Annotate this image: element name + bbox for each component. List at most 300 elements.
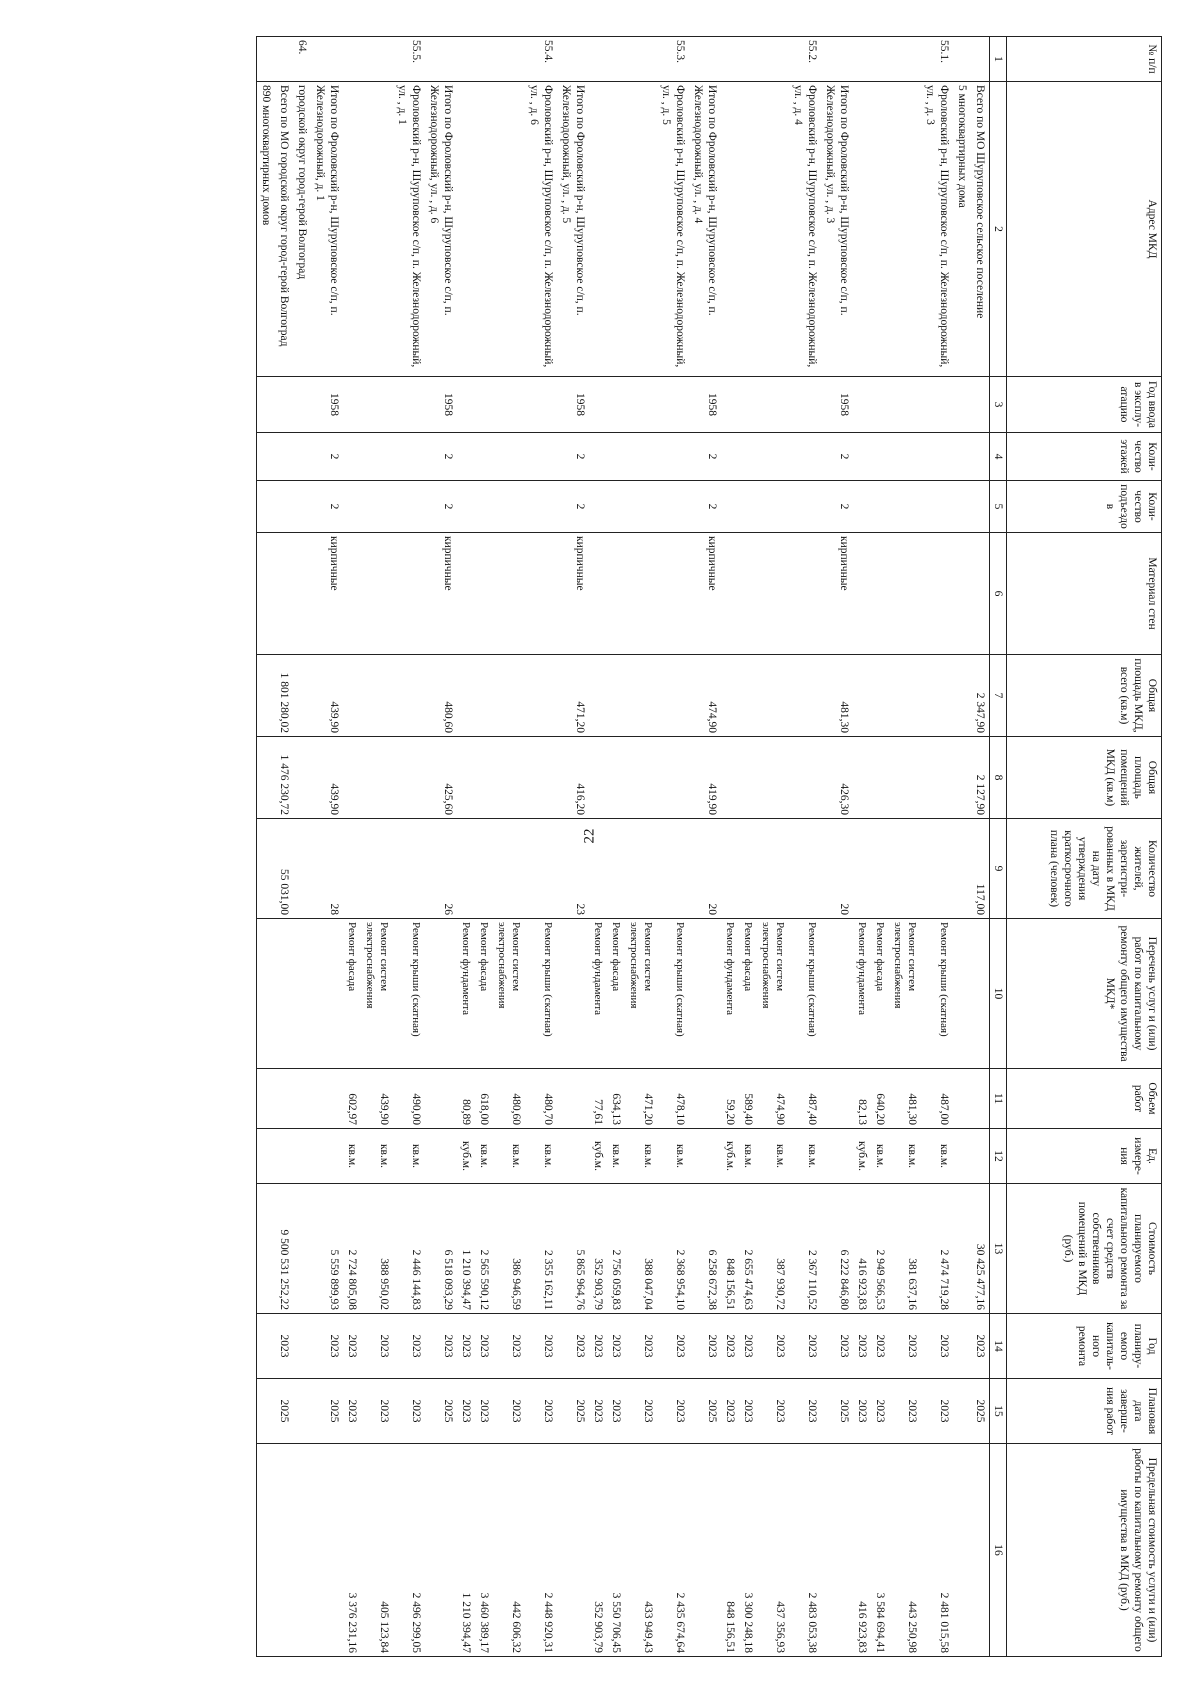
table-cell: Ремонт крыши (скатная) (789, 919, 821, 1069)
table-cell (657, 737, 689, 819)
table-cell: 480,70 (525, 1069, 557, 1129)
table-row (757, 37, 789, 1657)
table-cell (889, 37, 921, 82)
table-cell: 5 865 964,76 (557, 1184, 589, 1314)
table-cell (853, 655, 871, 737)
table-cell (921, 433, 953, 481)
table-cell: 26 (425, 819, 457, 919)
table-cell: кирпичные (821, 533, 853, 655)
table-cell: 352 903,79 (589, 1444, 607, 1657)
table-cell: 117,00 (971, 819, 990, 919)
table-cell: Ремонт крыши (скатная) (393, 919, 425, 1069)
table-row (475, 37, 493, 1657)
table-cell (257, 481, 276, 533)
table-row (739, 37, 757, 1657)
table-cell (953, 1184, 971, 1314)
table-cell (275, 919, 293, 1069)
table-cell: 2 368 954,10 (657, 1184, 689, 1314)
table-row (871, 37, 889, 1657)
table-cell (971, 1069, 990, 1129)
table-cell (475, 377, 493, 433)
table-cell (475, 737, 493, 819)
table-cell (361, 819, 393, 919)
table-cell (953, 433, 971, 481)
column-header: Коли-чество этажей (1007, 433, 1162, 481)
table-cell: Ремонт фасада (343, 919, 361, 1069)
table-cell: 2023 (393, 1379, 425, 1444)
table-cell (361, 481, 393, 533)
table-cell: 1 210 394,47 (457, 1444, 475, 1657)
table-cell: 2023 (475, 1314, 493, 1379)
table-cell (343, 82, 361, 377)
table-cell (953, 533, 971, 655)
table-cell: 2 724 805,08 (343, 1184, 361, 1314)
table-cell (757, 737, 789, 819)
column-header: Год ввода в эксплу-атацию (1007, 377, 1162, 433)
table-cell: 2023 (721, 1314, 739, 1379)
table-cell: 2 (689, 433, 721, 481)
table-cell: 2025 (821, 1379, 853, 1444)
table-cell (921, 481, 953, 533)
table-cell (607, 655, 625, 737)
table-cell: 487,40 (789, 1069, 821, 1129)
table-cell (293, 1184, 311, 1314)
table-cell (953, 919, 971, 1069)
table-cell: Ремонт систем электроснабжения (889, 919, 921, 1069)
table-cell: 439,90 (311, 655, 343, 737)
table-cell (739, 737, 757, 819)
table-cell: 2023 (475, 1379, 493, 1444)
table-cell (293, 919, 311, 1069)
table-cell (757, 533, 789, 655)
table-cell (953, 377, 971, 433)
table-cell: кирпичные (557, 533, 589, 655)
table-cell (393, 737, 425, 819)
table-cell (853, 377, 871, 433)
table-cell: Фроловский р-н, Шуруповское с/п, п. Железнодорожный, ул. , д. 5 (657, 82, 689, 377)
table-cell: 5 559 899,93 (311, 1184, 343, 1314)
table-cell (953, 37, 971, 82)
table-cell: 2 (425, 481, 457, 533)
table-cell (275, 1444, 293, 1657)
table-cell: 2 565 590,12 (475, 1184, 493, 1314)
table-cell (789, 737, 821, 819)
table-cell: 848 156,51 (721, 1184, 739, 1314)
table-cell (493, 377, 525, 433)
column-number-row (990, 37, 1007, 1657)
table-cell (657, 481, 689, 533)
table-cell: 2023 (971, 1314, 990, 1379)
table-cell: 2023 (457, 1314, 475, 1379)
table-cell: 2023 (789, 1379, 821, 1444)
table-cell: Ремонт фасада (739, 919, 757, 1069)
table-cell (871, 481, 889, 533)
table-cell: 20 (821, 819, 853, 919)
table-cell (607, 819, 625, 919)
table-cell (393, 433, 425, 481)
table-cell (343, 819, 361, 919)
table-cell: 2023 (889, 1314, 921, 1379)
table-cell: 2023 (889, 1379, 921, 1444)
table-cell: 82,13 (853, 1069, 871, 1129)
column-header: Плановая дата заверше-ния работ (1007, 1379, 1162, 1444)
table-cell: Итого по Фроловский р-н, Шуруповское с/п, п. Железнодорожный, д. 1 (311, 82, 343, 377)
table-cell (689, 1069, 721, 1129)
table-cell (457, 655, 475, 737)
table-cell (589, 819, 607, 919)
table-cell: 443 250,98 (889, 1444, 921, 1657)
table-cell (889, 819, 921, 919)
table-cell: 2 446 144,83 (393, 1184, 425, 1314)
table-cell (889, 433, 921, 481)
table-cell: кв.м. (625, 1129, 657, 1184)
column-number: 7 (990, 655, 1007, 737)
table-cell (921, 533, 953, 655)
table-cell (739, 377, 757, 433)
column-number: 5 (990, 481, 1007, 533)
table-cell (625, 82, 657, 377)
table-cell: 59,20 (721, 1069, 739, 1129)
table-row (589, 37, 607, 1657)
table-cell (757, 433, 789, 481)
table-cell: 2023 (425, 1314, 457, 1379)
table-cell (475, 655, 493, 737)
table-cell (757, 655, 789, 737)
table-row (457, 37, 475, 1657)
table-cell: 474,90 (689, 655, 721, 737)
table-cell: 602,97 (343, 1069, 361, 1129)
table-cell: 618,00 (475, 1069, 493, 1129)
table-cell (721, 377, 739, 433)
table-cell (607, 481, 625, 533)
column-number: 10 (990, 919, 1007, 1069)
table-cell (361, 377, 393, 433)
table-cell: 2 496 299,05 (393, 1444, 425, 1657)
table-cell: Ремонт фасада (607, 919, 625, 1069)
table-cell (493, 819, 525, 919)
table-cell (971, 1129, 990, 1184)
column-header: Количество жителей, зарегистри-рованных в МКД на дату утверждения краткосрочного плана (человек) (1007, 819, 1162, 919)
table-cell (393, 819, 425, 919)
table-cell: 2023 (921, 1379, 953, 1444)
column-number: 12 (990, 1129, 1007, 1184)
table-cell: куб.м. (853, 1129, 871, 1184)
table-cell (953, 1069, 971, 1129)
table-cell (425, 1444, 457, 1657)
table-cell: 439,90 (311, 737, 343, 819)
table-cell: 3 584 694,41 (871, 1444, 889, 1657)
table-cell (789, 481, 821, 533)
table-cell (557, 1129, 589, 1184)
table-cell (525, 655, 557, 737)
column-header: Год планиру-емого капиталь-ного ремонта (1007, 1314, 1162, 1379)
table-cell (657, 533, 689, 655)
table-cell: 2023 (625, 1314, 657, 1379)
table-row (953, 37, 971, 1657)
column-header: Объем работ (1007, 1069, 1162, 1129)
table-cell (311, 1444, 343, 1657)
table-cell: Ремонт фасада (475, 919, 493, 1069)
table-cell (525, 433, 557, 481)
table-cell: 2023 (493, 1314, 525, 1379)
table-row (607, 37, 625, 1657)
table-cell (257, 1184, 276, 1314)
table-cell: 2 (689, 481, 721, 533)
table-cell: 5 многоквартирных дома (953, 82, 971, 377)
column-number: 8 (990, 737, 1007, 819)
column-header: Общая площадь помещений МКД (кв.м) (1007, 737, 1162, 819)
table-cell: Ремонт фундамента (457, 919, 475, 1069)
table-cell (293, 433, 311, 481)
table-cell (475, 433, 493, 481)
table-cell: 77,61 (589, 1069, 607, 1129)
table-cell (457, 433, 475, 481)
table-cell (257, 433, 276, 481)
table-cell: 55.3. (657, 37, 689, 82)
table-cell: 1958 (689, 377, 721, 433)
table-cell (525, 819, 557, 919)
table-cell: 2 (821, 481, 853, 533)
table-cell: 2023 (311, 1314, 343, 1379)
table-cell (739, 433, 757, 481)
table-cell: 2023 (757, 1314, 789, 1379)
table-cell: 2023 (871, 1314, 889, 1379)
table-cell: 2 (425, 433, 457, 481)
table-cell: 2023 (853, 1314, 871, 1379)
table-cell (393, 481, 425, 533)
table-cell (625, 377, 657, 433)
table-cell: Фроловский р-н, Шуруповское с/п, п. Железнодорожный, ул. , д. 1 (393, 82, 425, 377)
table-cell (889, 737, 921, 819)
table-cell (475, 533, 493, 655)
table-cell: 2 448 920,31 (525, 1444, 557, 1657)
table-cell (293, 1069, 311, 1129)
table-cell: 1958 (311, 377, 343, 433)
table-cell (311, 37, 343, 82)
table-cell: Ремонт систем электроснабжения (493, 919, 525, 1069)
table-cell (721, 433, 739, 481)
table-cell (257, 737, 276, 819)
table-row (821, 37, 853, 1657)
table-cell: 2025 (557, 1379, 589, 1444)
table-cell: 2023 (689, 1314, 721, 1379)
table-cell (853, 481, 871, 533)
table-cell: 589,40 (739, 1069, 757, 1129)
table-cell: 28 (311, 819, 343, 919)
table-cell (921, 819, 953, 919)
table-cell: кв.м. (525, 1129, 557, 1184)
table-cell (275, 1069, 293, 1129)
table-cell (889, 533, 921, 655)
table-cell: 2023 (343, 1314, 361, 1379)
table-cell: 405 123,84 (361, 1444, 393, 1657)
table-cell (789, 655, 821, 737)
table-cell (457, 533, 475, 655)
table-cell (457, 481, 475, 533)
table-cell (689, 1444, 721, 1657)
table-cell: 3 300 248,18 (739, 1444, 757, 1657)
table-cell (739, 82, 757, 377)
table-cell: Ремонт фундамента (721, 919, 739, 1069)
table-cell (275, 37, 293, 82)
table-cell: 437 356,93 (757, 1444, 789, 1657)
table-cell (739, 655, 757, 737)
table-cell (953, 655, 971, 737)
table-cell: Ремонт фундамента (589, 919, 607, 1069)
table-cell (589, 737, 607, 819)
table-cell: 2 127,90 (971, 737, 990, 819)
table-cell: 3 460 389,17 (475, 1444, 493, 1657)
table-cell (293, 481, 311, 533)
table-cell: кв.м. (493, 1129, 525, 1184)
table-cell (889, 82, 921, 377)
table-cell: 848 156,51 (721, 1444, 739, 1657)
table-cell (293, 533, 311, 655)
table-cell (853, 533, 871, 655)
table-cell (721, 82, 739, 377)
column-number: 6 (990, 533, 1007, 655)
table-cell: 471,20 (625, 1069, 657, 1129)
column-number: 4 (990, 433, 1007, 481)
table-cell (889, 481, 921, 533)
table-cell (425, 1129, 457, 1184)
table-cell (257, 655, 276, 737)
table-cell (257, 1314, 276, 1379)
table-cell (953, 1314, 971, 1379)
table-cell: 2023 (921, 1314, 953, 1379)
column-header: Коли-чество подъездо в (1007, 481, 1162, 533)
table-cell: Итого по Фроловский р-н, Шуруповское с/п, п. Железнодорожный, ул. , д. 3 (821, 82, 853, 377)
table-cell (821, 1129, 853, 1184)
table-cell (971, 1444, 990, 1657)
table-cell (493, 737, 525, 819)
table-cell: 2 367 110,52 (789, 1184, 821, 1314)
table-cell (789, 533, 821, 655)
table-cell: Итого по Фроловский р-н, Шуруповское с/п, п. Железнодорожный, ул. , д. 6 (425, 82, 457, 377)
table-cell (721, 655, 739, 737)
table-cell: 2 (557, 433, 589, 481)
table-cell: куб.м. (721, 1129, 739, 1184)
column-number: 9 (990, 819, 1007, 919)
table-cell (557, 919, 589, 1069)
table-cell: 478,10 (657, 1069, 689, 1129)
table-cell (953, 1444, 971, 1657)
table-cell (457, 82, 475, 377)
table-cell (493, 481, 525, 533)
table-cell: 439,90 (361, 1069, 393, 1129)
column-number: 3 (990, 377, 1007, 433)
table-cell (293, 1314, 311, 1379)
table-row (889, 37, 921, 1657)
table-cell (953, 737, 971, 819)
column-header: Общая площадь МКД, всего (кв.м) (1007, 655, 1162, 737)
table-cell (293, 1444, 311, 1657)
table-cell (739, 481, 757, 533)
table-cell: 6 258 672,38 (689, 1184, 721, 1314)
table-cell (257, 1129, 276, 1184)
table-cell: 2023 (607, 1379, 625, 1444)
table-cell (293, 737, 311, 819)
column-header: Предельная стоимость услуги и (или) работы по капитальному ремонту общего имущества в МКД (руб.) (1007, 1444, 1162, 1657)
table-cell: 2 (311, 433, 343, 481)
table-cell: 2 756 059,83 (607, 1184, 625, 1314)
table-cell (721, 37, 739, 82)
table-cell (275, 433, 293, 481)
table-row (657, 37, 689, 1657)
table-cell: кв.м. (789, 1129, 821, 1184)
table-cell: 1958 (821, 377, 853, 433)
table-cell: 23 (557, 819, 589, 919)
table-cell (493, 37, 525, 82)
table-cell (589, 37, 607, 82)
table-cell: 80,89 (457, 1069, 475, 1129)
table-row (361, 37, 393, 1657)
table-cell (971, 377, 990, 433)
header-row (1007, 37, 1162, 1657)
table-body (257, 37, 990, 1657)
table-cell: 6 518 093,29 (425, 1184, 457, 1314)
table-cell (821, 919, 853, 1069)
table-cell: кв.м. (475, 1129, 493, 1184)
table-cell (689, 37, 721, 82)
table-cell (475, 82, 493, 377)
table-cell (525, 737, 557, 819)
table-cell (311, 1129, 343, 1184)
table-row (343, 37, 361, 1657)
table-cell (275, 533, 293, 655)
table-cell (789, 819, 821, 919)
table-cell (625, 819, 657, 919)
table-cell: 64. (293, 37, 311, 82)
table-cell: 419,90 (689, 737, 721, 819)
table-row (493, 37, 525, 1657)
table-cell: 2 481 015,58 (921, 1444, 953, 1657)
table-cell (607, 737, 625, 819)
table-cell (607, 82, 625, 377)
table-cell (625, 481, 657, 533)
table-row (689, 37, 721, 1657)
table-cell (589, 655, 607, 737)
table-cell: 55.4. (525, 37, 557, 82)
column-header: Перечень услуг и (или) работ по капитальному ремонту общего имущества МКД* (1007, 919, 1162, 1069)
table-cell: 634,13 (607, 1069, 625, 1129)
table-cell (871, 377, 889, 433)
table-cell (293, 655, 311, 737)
table-cell: 2023 (589, 1314, 607, 1379)
table-cell: 2023 (657, 1379, 689, 1444)
table-cell: кв.м. (921, 1129, 953, 1184)
table-cell: Фроловский р-н, Шуруповское с/п, п. Железнодорожный, ул. , д. 3 (921, 82, 953, 377)
table-cell (853, 37, 871, 82)
table-cell (757, 481, 789, 533)
table-cell (475, 37, 493, 82)
table-cell (493, 433, 525, 481)
table-row (789, 37, 821, 1657)
table-cell (275, 1129, 293, 1184)
table-cell: 2 (557, 481, 589, 533)
table-cell (257, 1379, 276, 1444)
table-cell: 388 950,02 (361, 1184, 393, 1314)
table-cell: Ремонт фасада (871, 919, 889, 1069)
table-row (525, 37, 557, 1657)
table-row (311, 37, 343, 1657)
table-cell (293, 1129, 311, 1184)
table-row (425, 37, 457, 1657)
table-cell (871, 433, 889, 481)
table-cell: 481,30 (889, 1069, 921, 1129)
table-cell: 2023 (739, 1379, 757, 1444)
table-cell: Итого по Фроловский р-н, Шуруповское с/п, п. Железнодорожный, ул. , д. 5 (557, 82, 589, 377)
